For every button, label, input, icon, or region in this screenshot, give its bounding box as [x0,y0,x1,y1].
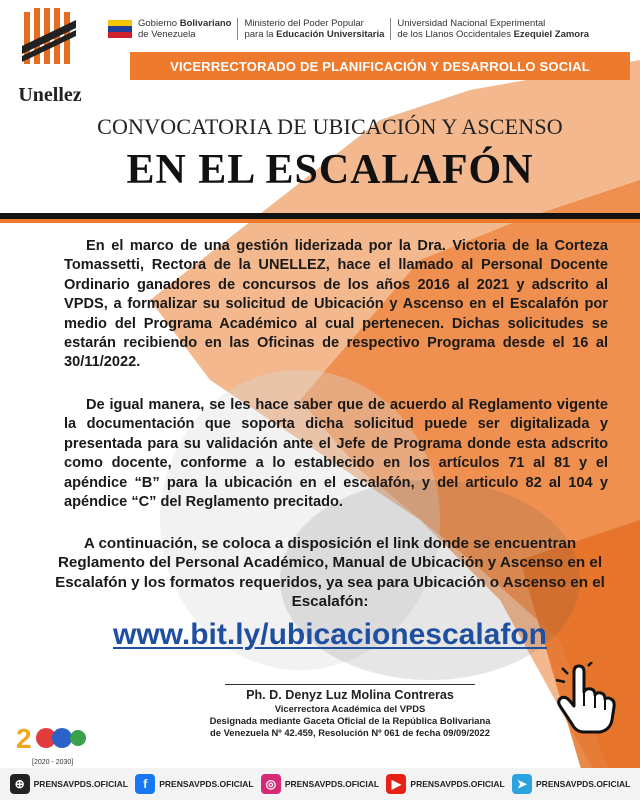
government-header [108,14,628,44]
gov-block-gobierno: Gobierno Bolivariano de Venezuela [138,18,238,40]
telegram-icon: ➤ [512,774,532,794]
venezuela-flag-icon [108,20,132,38]
instagram-icon: ◎ [261,774,281,794]
facebook-icon: f [135,774,155,794]
body-paragraph-2: De igual manera, se les hace saber que de acuerdo al Reglamento vigente la documentación que soporta dicha solicitud puede ser digitalizada y presentada para su validación ante el Jefe de Programa donde esta adscrito como docente, conforme a lo establecido en los artículos 71 al 81 y el apéndice “B” para la ubicación en el escalafón, y del articulo 82 al 104 y apéndice “C” del Reglamento precitado. [64,397,608,511]
signature-block [160,684,540,739]
social-footer [0,768,640,800]
anniversary-years: [2020 - 2030] [32,759,74,766]
social-item-telegram[interactable]: ➤ PRENSAVPDS.OFICIAL [512,774,630,794]
svg-text:2: 2 [16,723,32,754]
title-line-1: CONVOCATORIA DE UBICACIÓN Y ASCENSO [97,114,563,139]
signatory-role: Vicerrectora Académica del VPDS [274,703,426,714]
signatory-name: Ph. D. Denyz Luz Molina Contreras [246,688,454,702]
anniversary-logo [12,716,104,768]
social-item-youtube[interactable]: ▶ PRENSAVPDS.OFICIAL [386,774,504,794]
social-item-facebook[interactable]: f PRENSAVPDS.OFICIAL [135,774,253,794]
globe-icon: ⊕ [10,774,30,794]
unellez-emblem-icon [20,6,80,70]
gov-block-universidad: Universidad Nacional Experimental de los Llanos Occidentales Ezequiel Zamora [397,18,590,40]
signatory-decree-1: Designada mediante Gaceta Oficial de la República Bolivariana [209,715,491,726]
title-line-2: EN EL ESCALAFÓN [126,147,534,193]
gov-block-ministerio: Ministerio del Poder Popular para la Educación Universitaria [244,18,391,40]
body-paragraph-1: En el marco de una gestión liderizada por la Dra. Victoria de la Corteza Tomassetti, Rectora de la UNELLEZ, hace el llamado al Personal Docente Ordinario ganadores de concursos de los años 2016 al 2021 y adscrito al VPDS, a formalizar su solicitud de Ubicación y Ascenso en el Escalafón por medio del Programa Académico al cual pertenecen. Dichas solicitudes se estarán recibiendo en las Oficinas de respectivo Programa desde el 16 al 30/11/2022. [64,238,608,371]
vicerrectorado-banner: VICERRECTORADO DE PLANIFICACIÓN Y DESARROLLO SOCIAL [130,52,630,80]
logo-text: Unellez [18,84,82,106]
signatory-decree-2: de Venezuela Nº 42.459, Resolución Nº 061 de fecha 09/09/2022 [210,727,490,738]
divider-orange [0,219,640,223]
social-item-web[interactable]: ⊕ PRENSAVPDS.OFICIAL [10,774,128,794]
body-paragraph-3: A continuación, se coloca a disposición el link donde se encuentran Reglamento del Personal Académico, Manual de Ubicación y Ascenso en el Escalafón y los formatos requeridos, ya sea para Ubicación o Ascenso en el Escalafón: [55,535,605,611]
signature-line [225,684,475,685]
youtube-icon: ▶ [386,774,406,794]
pointer-hand-icon [552,662,622,736]
social-item-instagram[interactable]: ◎ PRENSAVPDS.OFICIAL [261,774,379,794]
unellez-logo [10,6,90,110]
escalafon-link[interactable]: www.bit.ly/ubicacionescalafon [113,618,547,651]
